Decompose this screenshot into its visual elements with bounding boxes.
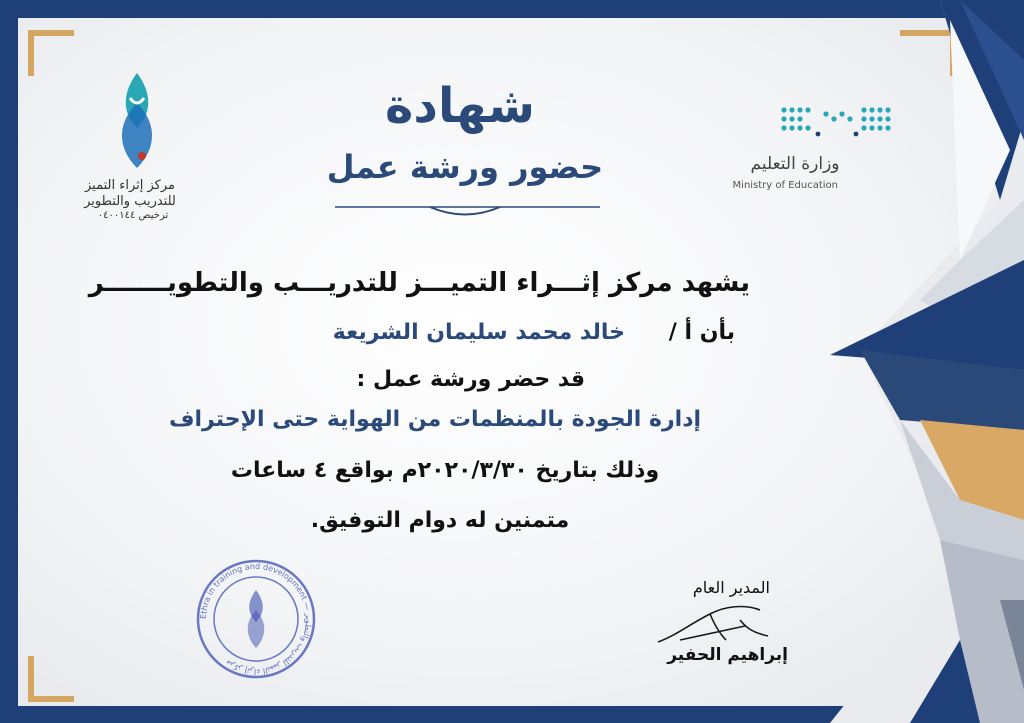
ethra-name-line1: مركز إثراء التميز [85, 178, 175, 193]
ministry-name-english: Ministry of Education [732, 180, 838, 191]
date-line: وذلك بتاريخ ٢٠٢٠/٣/٣٠م بواقع ٤ ساعات [230, 458, 660, 483]
official-stamp [195, 558, 317, 680]
signature-role: المدير العام [692, 578, 770, 597]
wish-line: متمنين له دوام التوفيق. [310, 508, 570, 533]
stamp-ring-text: Ethra in training and development — مركز إثراء التميز للتدريب والتطوير [198, 561, 314, 677]
intro-line: يشهد مركز إثـــراء التميـــز للتدريـــب والتطويـــــــر [88, 268, 750, 298]
signatory-name: إبراهيم الحفير [667, 645, 788, 665]
attended-line: قد حضر ورشة عمل : [356, 367, 585, 392]
ethra-name-line2: للتدريب والتطوير [84, 194, 176, 209]
ethra-license: ترخيص ٠٤٠٠١٤٤ [97, 210, 169, 221]
ethra-logo [92, 68, 182, 173]
recipient-name: خالد محمد سليمان الشريعة [332, 320, 625, 345]
handwritten-signature [650, 596, 780, 652]
certificate-subtitle: حضور ورشة عمل [326, 148, 604, 186]
certificate-title: شهادة [385, 78, 535, 134]
ministry-name-arabic: وزارة التعليم [750, 154, 840, 174]
workshop-title: إدارة الجودة بالمنظمات من الهواية حتى الإحتراف [168, 407, 702, 432]
name-prefix: بأن أ / [668, 320, 735, 345]
ministry-logo-icon [780, 106, 892, 140]
ethra-logo-icon [92, 68, 182, 173]
